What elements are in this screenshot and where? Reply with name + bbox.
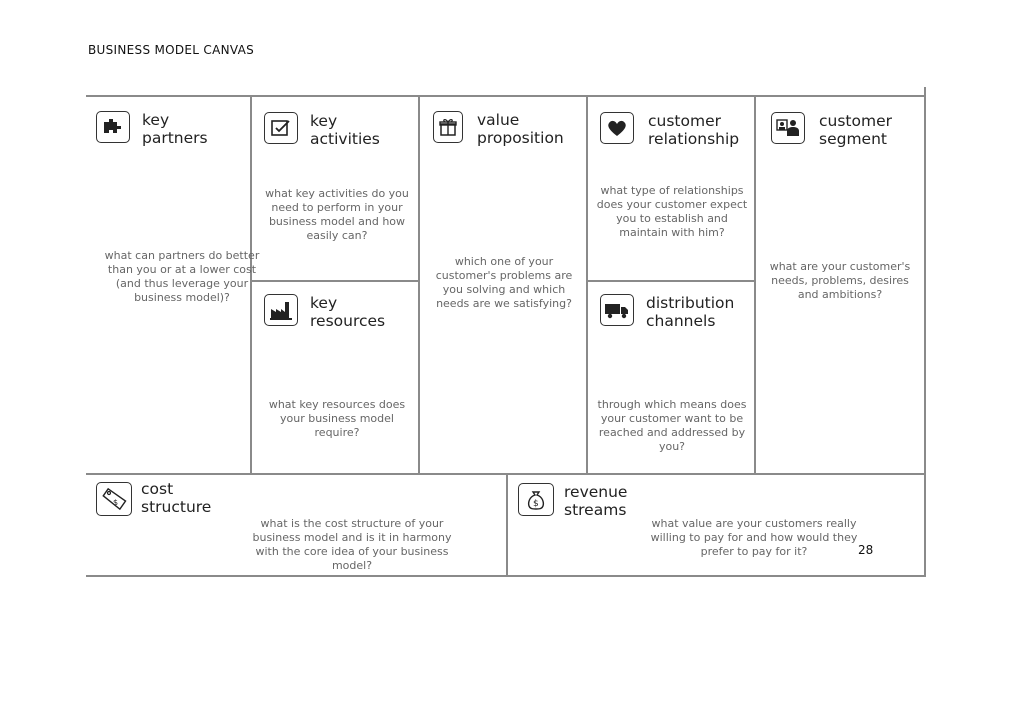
page-number: 28 (858, 543, 874, 557)
distribution-channels-question: through which means does your customer want to be reached and addressed by you? (597, 398, 747, 453)
money-bag-icon (518, 483, 554, 516)
key-activities-heading (264, 112, 380, 148)
truck-icon (600, 294, 634, 326)
grid-line (754, 95, 756, 475)
revenue-streams-title: revenue streams (564, 483, 628, 519)
customer-segment-title: customer segment (819, 112, 892, 148)
distribution-channels-heading (600, 294, 734, 330)
key-resources-question: what key resources does your business model require? (268, 398, 406, 439)
grid-line (586, 95, 588, 475)
gift-icon (433, 111, 463, 143)
distribution-channels-title: distribution channels (646, 294, 735, 330)
key-partners-question: what can partners do better than you or at a lower cost (and thus leverage your business model)? (104, 249, 260, 304)
revenue-streams-heading (518, 483, 627, 519)
cost-structure-question: what is the cost structure of your business model and is it in harmony with the core idea of your business model? (252, 517, 452, 572)
key-activities-title: key activities (310, 112, 380, 148)
customer-relationship-title: customer relationship (648, 112, 740, 148)
cost-structure-heading (96, 480, 211, 516)
key-partners-heading (96, 111, 208, 147)
value-proposition-question: which one of your customer's problems are you solving and which needs are we satisfying? (435, 255, 573, 310)
key-resources-heading (264, 294, 385, 330)
customer-relationship-question: what type of relationships does your customer expect you to establish and maintain with him? (596, 184, 748, 239)
people-icon (771, 112, 805, 144)
price-tag-icon (96, 482, 132, 516)
value-proposition-title: value proposition (477, 111, 564, 147)
grid-line (250, 280, 420, 282)
puzzle-icon (96, 111, 130, 143)
grid-line (586, 280, 756, 282)
grid-line (924, 87, 926, 577)
key-partners-title: key partners (142, 111, 208, 147)
customer-relationship-heading (600, 112, 739, 148)
customer-segment-question: what are your customer's needs, problems, desires and ambitions? (769, 260, 911, 301)
page-title: BUSINESS MODEL CANVAS (88, 43, 255, 57)
revenue-streams-question: what value are your customers really willing to pay for and how would they prefer to pay for it? (650, 517, 858, 558)
heart-icon (600, 112, 634, 144)
svg-text:$: $ (113, 498, 119, 507)
grid-line (86, 95, 926, 97)
factory-icon (264, 294, 298, 326)
checkbox-icon (264, 112, 298, 144)
customer-segment-heading (771, 112, 892, 148)
grid-line (418, 95, 420, 475)
cost-structure-title: cost structure (141, 480, 212, 516)
key-resources-title: key resources (310, 294, 386, 330)
grid-line (506, 475, 508, 577)
value-proposition-heading (433, 111, 564, 147)
key-activities-question: what key activities do you need to perform in your business model and how easily can? (265, 187, 409, 242)
svg-text:$: $ (533, 498, 539, 509)
